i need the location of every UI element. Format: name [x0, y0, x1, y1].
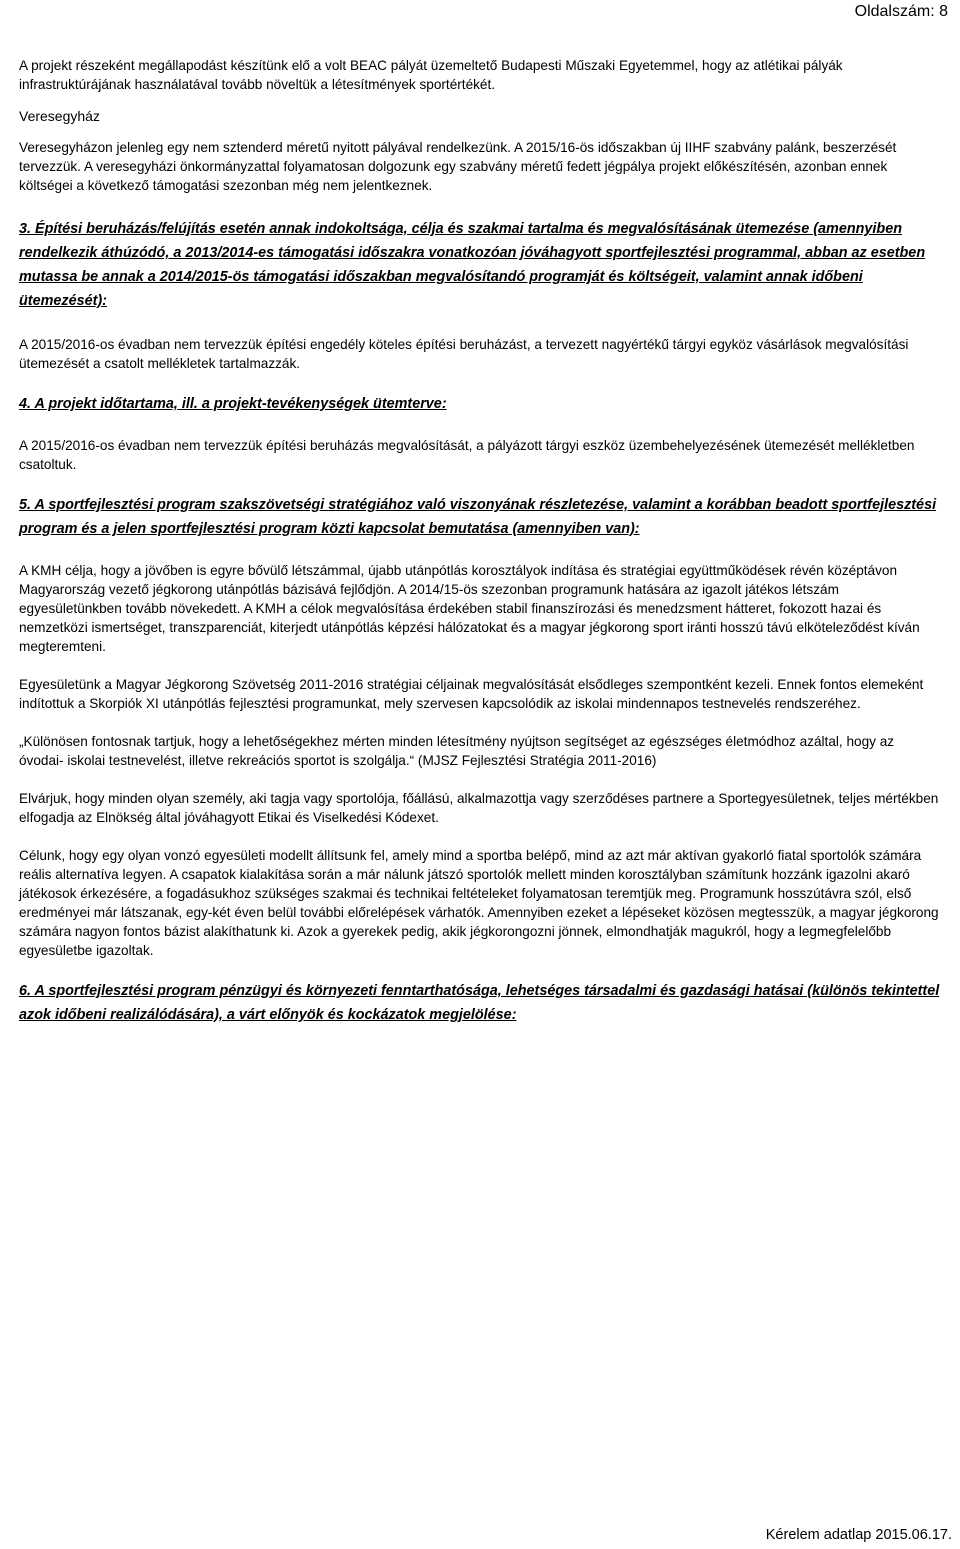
section-5-paragraph-3: „Különösen fontosnak tartjuk, hogy a lehetőségekhez mérten minden létesítmény nyújtson segítséget az egészséges életmódhoz azáltal, hogy az óvodai- iskolai testnevelést, illetve rekreációs sportot is szolgálja.“ (MJSZ Fejlesztési Stratégia 2011-2016): [19, 734, 895, 768]
footer-date: Kérelem adatlap 2015.06.17.: [765, 1527, 952, 1543]
section-5-paragraph-4: Elvárjuk, hogy minden olyan személy, aki tagja vagy sportolója, főállású, alkalmazottja vagy szerződéses partnere a Sportegyesületnek, teljes mértékben elfogadja az Elnökség által jóváhagyott Etikai és Viselkedési Kódexet.: [19, 791, 939, 825]
section-5-heading: 5. A sportfejlesztési program szakszövetségi stratégiához való viszonyának részletezése, valamint a korábban beadott sportfejlesztési program és a jelen sportfejlesztési program közti kapcsolat bemutatása (amennyiben van):: [19, 497, 937, 537]
page-number: Oldalszám: 8: [854, 3, 948, 20]
section-5-paragraph-1: A KMH célja, hogy a jövőben is egyre bővülő létszámmal, újabb utánpótlás korosztályok indítása és stratégiai együttműködések révén középtávon Magyarország vezető jégkorong utánpótlás bázisává fejlődjön. A 2014/15-ös szezonban programunk hatására az igazolt játékos létszám egyesületünkben tovább növekedett. A KMH a célok megvalósítása érdekében stabil finanszírozási és menedzsment hátteret, fokozott hazai és nemzetközi ismertséget, transzparenciát, kiterjedt utánpótlás képzési hálózatokat és a magyar jégkorong sport iránti hosszú távú elköteleződést kíván megteremteni.: [19, 563, 920, 654]
intro-paragraph: A projekt részeként megállapodást készítünk elő a volt BEAC pályát üzemeltető Budapesti Műszaki Egyetemmel, hogy az atlétikai pályák infrastruktúrájának használatával tovább növeltük a létesítmények sportértékét.: [19, 58, 843, 92]
section-4-paragraph: A 2015/2016-os évadban nem tervezzük építési beruházás megvalósítását, a pályázott tárgyi eszköz üzembehelyezésének ütemezését mellékletben csatoltuk.: [19, 438, 915, 472]
section-4-heading: 4. A projekt időtartama, ill. a projekt-tevékenységek ütemterve:: [19, 396, 447, 412]
veresegyhaz-paragraph: Veresegyházon jelenleg egy nem sztenderd méretű nyitott pályával rendelkezünk. A 2015/16-ös időszakban új IIHF szabvány palánk, beszerzését tervezzük. A veresegyházi önkormányzattal folyamatosan dolgozunk egy szabvány méretű fedett jégpálya projekt előkészítésén, azonban ennek költségei a következő támogatási szezonban még nem jelentkeznek.: [19, 140, 897, 193]
document-body: [19, 56, 941, 1027]
veresegyhaz-title: Veresegyház: [19, 108, 100, 124]
section-3-heading: 3. Építési beruházás/felújítás esetén annak indokoltsága, célja és szakmai tartalma és megvalósításának ütemezése (amennyiben rendelkezik áthúzódó, a 2013/2014-es támogatási időszakra vonatkozóan jóváhagyott sportfejlesztési programmal, abban az esetben mutassa be annak a 2014/2015-ös támogatási időszakban megvalósítandó programját és költségeit, valamint annak időbeni ütemezését):: [19, 221, 926, 309]
section-5-paragraph-5: Célunk, hogy egy olyan vonzó egyesületi modellt állítsunk fel, amely mind a sportba belépő, mind az azt már aktívan gyakorló fiatal sportolók számára reális alternatíva legyen. A csapatok kialakítása során a már nálunk játszó sportolók mellett minden korosztályban számítunk hozzánk igazolni akaró játékosok érkezésére, a fogadásukhoz szükséges szakmai és technikai feltételeket folyamatosan teremtjük meg. Programunk hosszútávra szól, első eredményei már látszanak, egy-két éven belül további előrelépések várhatók. Amennyiben ezeket a lépéseket közösen megtesszük, a magyar jégkorong számára nagyon fontos bázist alakíthatunk ki. Azok a gyerekek pedig, akik jégkorongozni jönnek, elmondhatják magukról, hogy a legmegfelelőbb egyesületbe igazoltak.: [19, 848, 939, 958]
section-6-heading: 6. A sportfejlesztési program pénzügyi és környezeti fenntarthatósága, lehetséges társadalmi és gazdasági hatásai (különös tekintettel azok időbeni realizálódására), a várt előnyök és kockázatok megjelölése:: [19, 983, 940, 1023]
section-3-paragraph: A 2015/2016-os évadban nem tervezzük építési engedély köteles építési beruházást, a tervezett nagyértékű tárgyi egyköz vásárlások megvalósítási ütemezését a csatolt mellékletek tartalmazzák.: [19, 337, 909, 371]
section-5-paragraph-2: Egyesületünk a Magyar Jégkorong Szövetség 2011-2016 stratégiai céljainak megvalósítását elsődleges szempontként kezeli. Ennek fontos elemeként indítottuk a Skorpiók XI utánpótlás fejlesztési programunkat, mely szervesen kapcsolódik az iskolai mindennapos testnevelés rendszeréhez.: [19, 677, 924, 711]
